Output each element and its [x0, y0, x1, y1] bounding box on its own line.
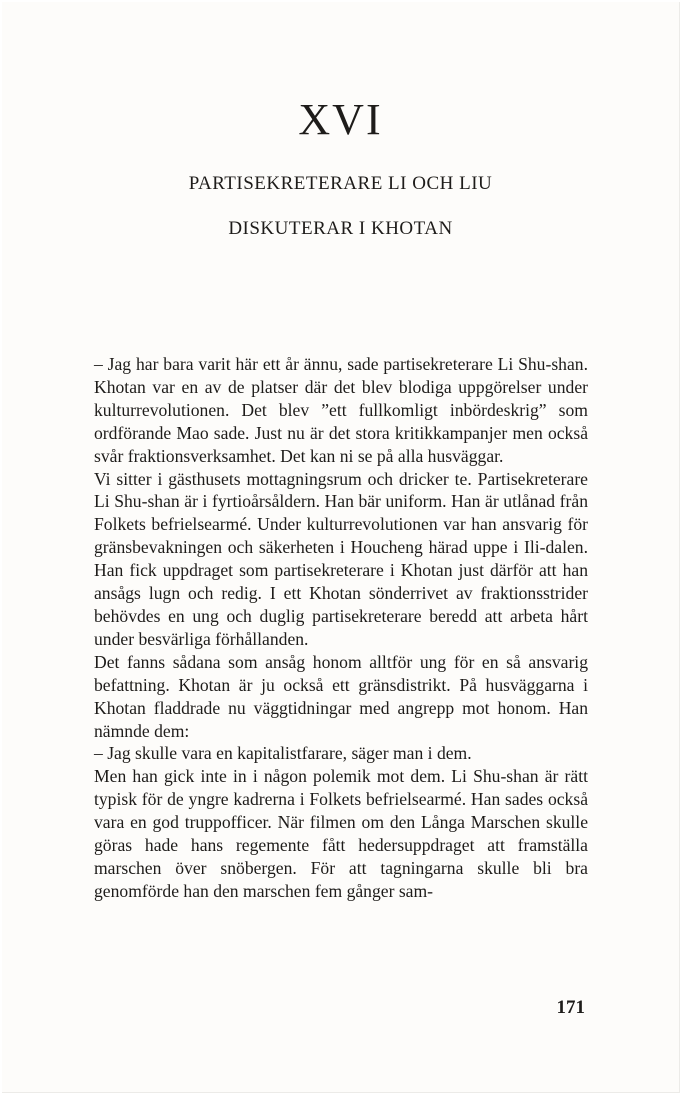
- chapter-number: XVI: [298, 95, 383, 144]
- paragraph: Det fanns sådana som ansåg honom alltför ung för en så ansvarig befattning. Khotan är ju också ett gränsdistrikt. På husväggarna i Khotan fladdrade nu väggtidningar med angrepp mot honom. Han nämnde dem:: [94, 651, 588, 741]
- page-number: 171: [556, 997, 585, 1018]
- paragraph: Men han gick inte in i någon polemik mot dem. Li Shu-shan är rätt typisk för de yngre kadrerna i Folkets befrielsearmé. Han sades också vara en god truppofficer. När filmen om den Långa Marschen skulle göras hade hans regemente fått hedersuppdraget att framställa marschen över snöbergen. För att tagningarna skulle bli bra genomförde han den marschen fem gånger sam-: [94, 766, 588, 901]
- paragraph: – Jag har bara varit här ett år ännu, sade partisekreterare Li Shu-shan. Khotan var en av de platser där det blev blodiga uppgörelser under kulturrevolutionen. Det blev ”ett fullkomligt inbördeskrig” som ordförande Mao sade. Just nu är det stora kritikkampanjer men också svår fraktionsverksamhet. Det kan ni se på alla husväggar.: [94, 354, 588, 466]
- paragraph: Vi sitter i gästhusets mottagningsrum och dricker te. Partisekreterare Li Shu-shan är i fyrtioårsåldern. Han bär uniform. Han är utlånad från Folkets befrielsearmé. Under kulturrevolutionen var han ansvarig för gränsbevakningen och säkerheten i Houcheng härad uppe i Ili-dalen. Han fick uppdraget som partisekreterare i Khotan just därför att han ansågs lugn och redig. I ett Khotan sönderrivet av fraktionsstrider behövdes en ung och duglig partisekreterare beredd att arbeta hårt under besvärliga förhållanden.: [94, 468, 588, 649]
- paragraph: – Jag skulle vara en kapitalistfarare, säger man i dem.: [94, 743, 472, 764]
- chapter-title-line-2: DISKUTERAR I KHOTAN: [228, 218, 453, 239]
- body-text: [94, 353, 588, 903]
- chapter-title-line-1: PARTISEKRETERARE LI OCH LIU: [188, 173, 493, 194]
- book-page: [2, 2, 680, 1093]
